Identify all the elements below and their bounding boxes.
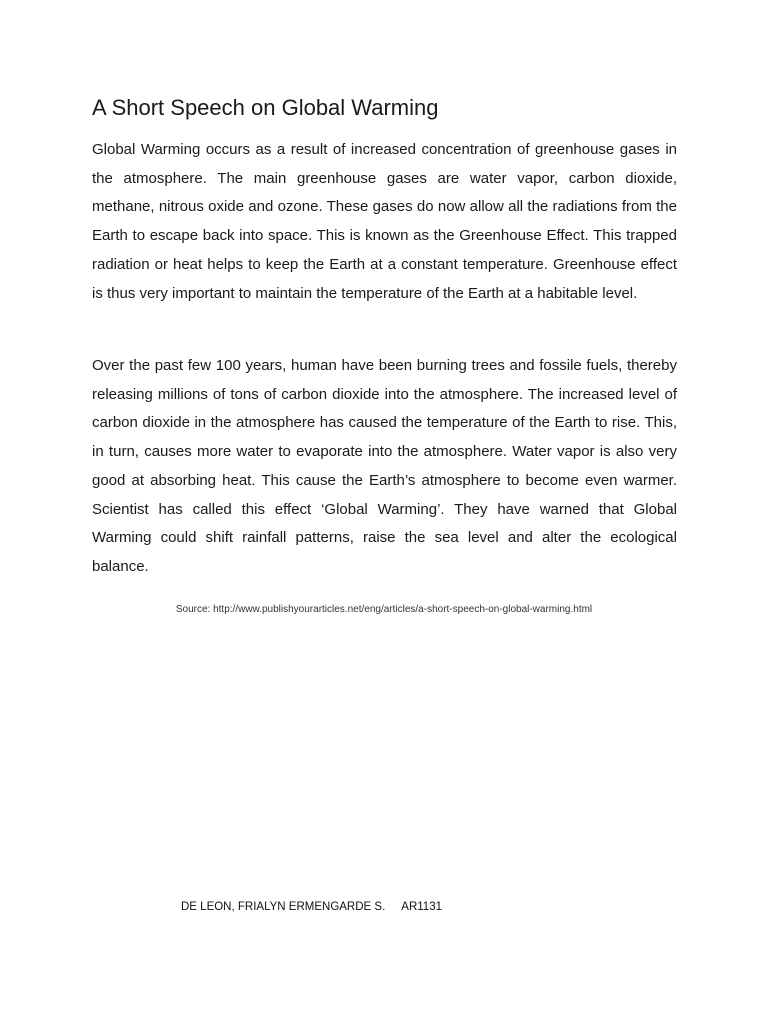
source-citation: Source: http://www.publishyourarticles.net/eng/articles/a-short-speech-on-global-warming.html [175, 604, 593, 615]
author-line [181, 899, 442, 915]
paragraph-intro: Global Warming occurs as a result of increased concentration of greenhouse gases in the atmosphere. The main greenhouse gases are water vapor, carbon dioxide, methane, nitrous oxide and ozone. These gases do now allow all the radiations from the Earth to escape back into space. This is known as the Greenhouse Effect. This trapped radiation or heat helps to keep the Earth at a constant temperature. Greenhouse effect is thus very important to maintain the temperature of the Earth at a habitable level. [92, 141, 677, 302]
author-name: DE LEON, FRIALYN ERMENGARDE S. [181, 901, 386, 913]
author-code: AR1131 [401, 901, 442, 913]
paragraph-effects: Over the past few 100 years, human have been burning trees and fossile fuels, thereby releasing millions of tons of carbon dioxide into the atmosphere. The increased level of carbon dioxide in the atmosphere has caused the temperature of the Earth to rise. This, in turn, causes more water to evaporate into the atmosphere. Water vapor is also very good at absorbing heat. This cause the Earth’s atmosphere to become even warmer. Scientist has called this effect ‘Global Warming’. They have warned that Global Warming could shift rainfall patterns, raise the sea level and alter the ecological balance. [92, 357, 677, 575]
document-title: A Short Speech on Global Warming [92, 95, 439, 120]
